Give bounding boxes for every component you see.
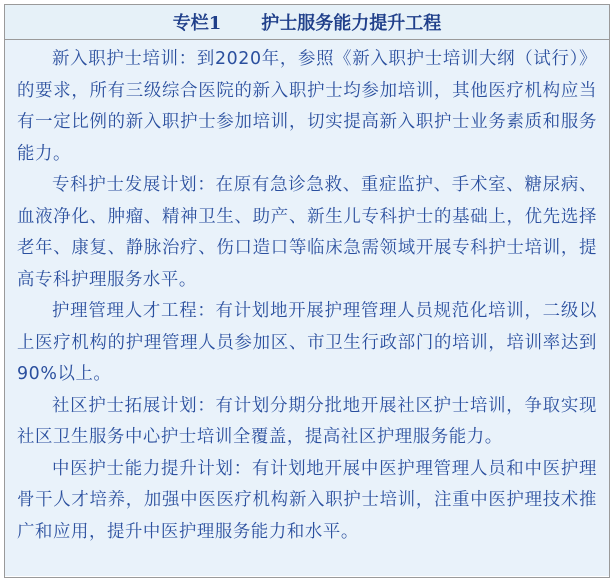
column-title bbox=[5, 5, 609, 40]
paragraph-new-nurse-training: 新入职护士培训：到2020年，参照《新入职护士培训大纲（试行）》的要求，所有三级综合医院的新入职护士均参加培训，其他医疗机构应当有一定比例的新入职护士参加培训，切实提高新入职护士业务素质和服务能力。 bbox=[17, 49, 597, 164]
column-content bbox=[5, 40, 609, 576]
paragraph-specialist-nurse-plan: 专科护士发展计划：在原有急诊急救、重症监护、手术室、糖尿病、血液净化、肿瘤、精神卫生、助产、新生儿专科护士的基础上，优先选择老年、康复、静脉治疗、伤口造口等临床急需领域开展专科护士培训，提高专科护理服务水平。 bbox=[17, 175, 597, 290]
paragraph-nursing-management: 护理管理人才工程：有计划地开展护理管理人员规范化培训，二级以上医疗机构的护理管理人员参加区、市卫生行政部门的培训，培训率达到90%以上。 bbox=[17, 301, 597, 384]
paragraph-tcm-nurse-plan: 中医护士能力提升计划：有计划地开展中医护理管理人员和中医护理骨干人才培养，加强中医医疗机构新入职护士培训，注重中医护理技术推广和应用，提升中医护理服务能力和水平。 bbox=[17, 458, 597, 542]
paragraph-community-nurse-plan: 社区护士拓展计划：有计划分期分批地开展社区护士培训，争取实现社区卫生服务中心护士培训全覆盖，提高社区护理服务能力。 bbox=[17, 395, 597, 447]
column-number: 专栏1 bbox=[172, 13, 222, 34]
column-heading: 护士服务能力提升工程 bbox=[261, 13, 442, 34]
column-box bbox=[4, 4, 610, 578]
